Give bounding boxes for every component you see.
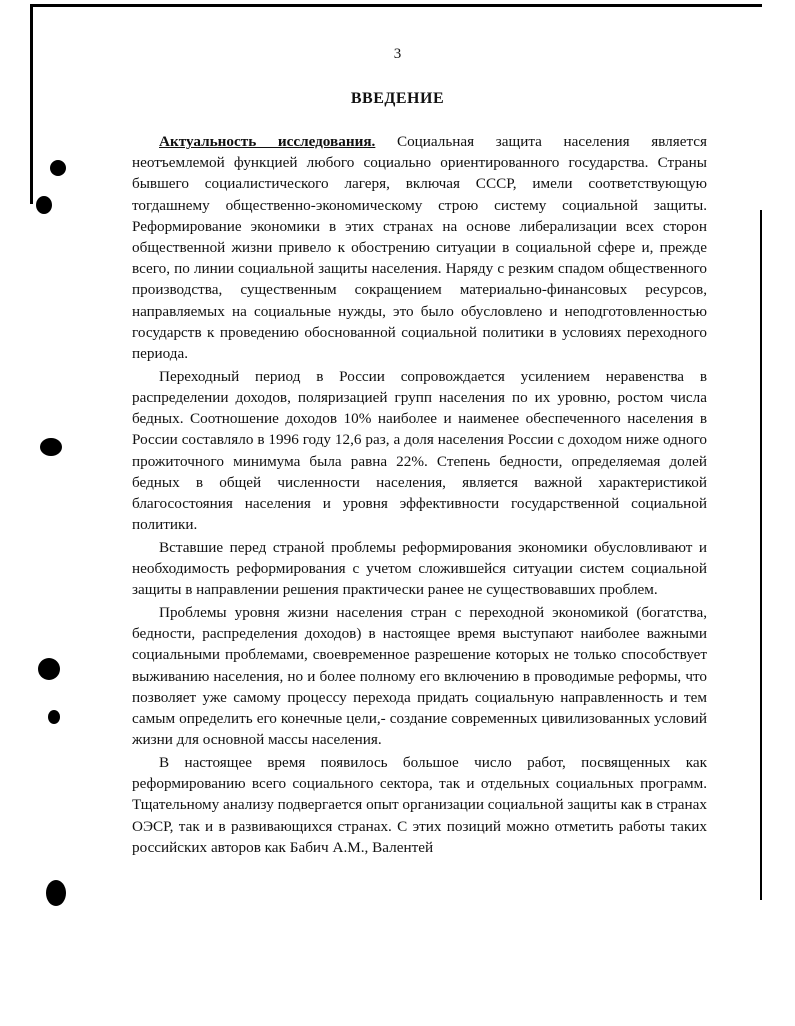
paragraph: В настоящее время появилось большое число работ, посвященных как реформированию всего социального сектора, так и отдельных социальных программ. Тщательному анализу подвергается опыт организации социальной защиты как в странах ОЭСР, так и в развивающихся странах. С этих позиций можно отметить работы таких российских авторов как Бабич А.М., Валентей bbox=[132, 753, 707, 856]
paragraph: Вставшие перед страной проблемы реформирования экономики обусловливают и необходимость реформирования с учетом сложившейся ситуации систем социальной защиты в направлении решения практически ранее не существовавших проблем. bbox=[132, 538, 707, 599]
page-number: 3 bbox=[393, 46, 402, 62]
binding-hole-mark bbox=[46, 880, 66, 906]
paragraph: Актуальность исследования. Социальная защита населения является неотъемлемой функцией любого социально ориентированного государства. Страны бывшего социалистического лагеря, включая СССР, имели соответствующую тогдашнему общественно-экономическому строю систему социальной защиты. Реформирование экономики в этих странах на основе либерализации всех сторон общественной жизни привело к обострению ситуации в социальной сфере и, прежде всего, по линии социальной защиты населения. Наряду с резким спадом общественного производства, существенным сокращением материально-финансовых ресурсов, направляемых на социальные нужды, это было обусловлено и неподготовленностью государств к проведению обоснованной социальной политики в условиях переходного периода. bbox=[132, 133, 708, 363]
section-heading: ВВЕДЕНИЕ bbox=[350, 90, 445, 107]
body-text bbox=[132, 131, 707, 859]
binding-hole-mark bbox=[36, 196, 52, 214]
binding-hole-mark bbox=[50, 160, 66, 176]
binding-hole-mark bbox=[40, 438, 62, 456]
scan-margin-line bbox=[760, 210, 762, 900]
binding-hole-mark bbox=[48, 710, 60, 724]
paragraph: Переходный период в России сопровождается усилением неравенства в распределении доходов, поляризацией групп населения по их уровню, ростом числа бедных. Соотношение доходов 10% наиболее и наименее обеспеченного населения в России составляло в 1996 году 12,6 раз, а доля населения России с доходом ниже одного прожиточного минимума была равна 22%. Степень бедности, определяемая долей бедных в общей численности населения, является важной характеристикой благосостояния населения и уровня эффективности государственной социальной политики. bbox=[132, 367, 707, 534]
binding-hole-mark bbox=[38, 658, 60, 680]
relevance-label: Актуальность исследования. bbox=[159, 133, 376, 150]
paragraph: Проблемы уровня жизни населения стран с переходной экономикой (богатства, бедности, распределения доходов) в настоящее время выступают наиболее важными социальными проблемами, своевременное разрешение которых не только способствует выживанию населения, но и более полному его включению в проводимые реформы, что позволяет уже самому процессу перехода придать социальную направленность и тем самым определить его конечные цели,- создание современных цивилизованных условий жизни для основной массы населения. bbox=[132, 603, 707, 749]
scan-border-top bbox=[30, 4, 762, 7]
